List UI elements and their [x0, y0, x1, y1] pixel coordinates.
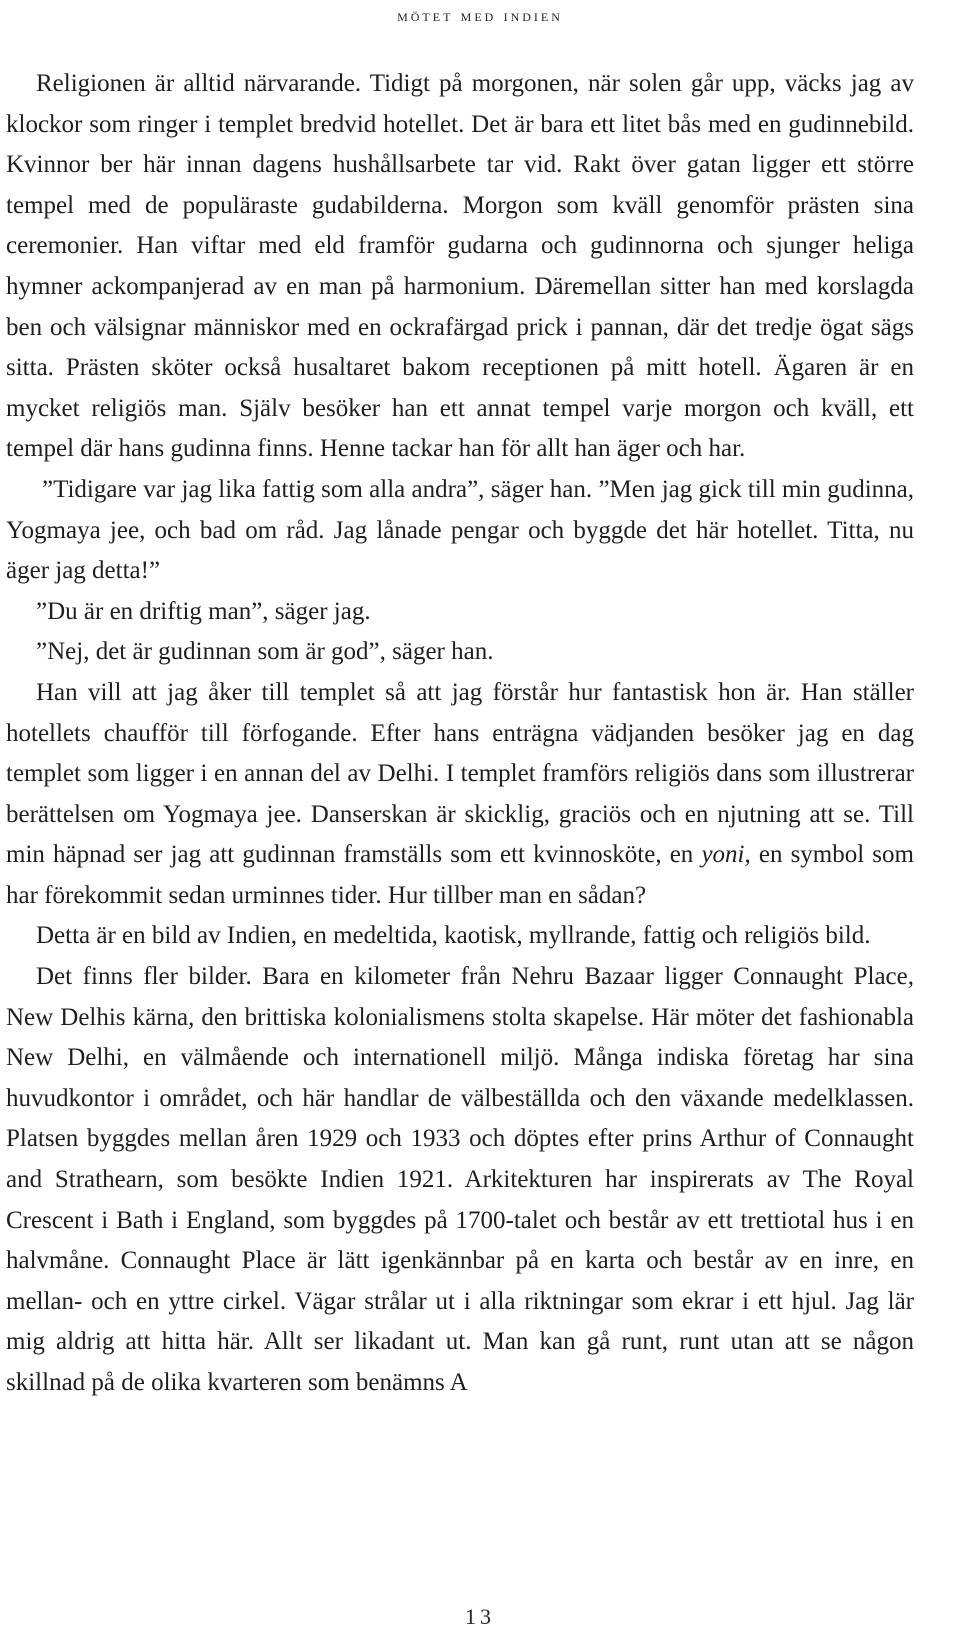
paragraph: ”Du är en driftig man”, säger jag. — [36, 597, 371, 625]
paragraph: ”Tidigare var jag lika fattig som alla andra”, säger han. ”Men jag gick till min gudinna, Yogmaya jee, och bad om råd. Jag lånade pengar och byggde det här hotellet. Titta, nu äger jag detta!” — [6, 475, 914, 585]
italic-term: yoni — [701, 841, 745, 869]
paragraph-text: , en symbol som har förekommit sedan urminnes tider. Hur tillber man en sådan? — [6, 841, 914, 909]
page-number: 13 — [465, 1604, 495, 1629]
paragraph: Detta är en bild av Indien, en medeltida, kaotisk, myllrande, fattig och religiös bild. — [36, 922, 871, 950]
running-head: mötet med indien — [397, 6, 563, 25]
paragraph-text: Han vill att jag åker till templet så att jag förstår hur fantastisk hon är. Han ställer hotellets chaufför till förfogande. Efter hans enträgna vädjanden besöker jag en dag templet som ligger i en annan del av Delhi. I templet framförs religiös dans som illustrerar berättelsen om Yogmaya jee. Danserskan är skicklig, graciös och en njutning att se. Till min häpnad ser jag att gudinnan framställs som ett kvinnosköte, en — [6, 678, 914, 869]
body-text — [6, 64, 914, 1404]
paragraph — [6, 673, 914, 917]
paragraph: ”Nej, det är gudinnan som är god”, säger han. — [36, 638, 494, 666]
paragraph: Religionen är alltid närvarande. Tidigt på morgonen, när solen går upp, väcks jag av klockor som ringer i templet bredvid hotellet. Det är bara ett litet bås med en gudinnebild. Kvinnor ber här innan dagens hushållsarbete tar vid. Rakt över gatan ligger ett större tempel med de populäraste gudabilderna. Morgon som kväll genomför prästen sina ceremonier. Han viftar med eld framför gudarna och gudinnorna och sjunger heliga hymner ackompanjerad av en man på harmonium. Däremellan sitter han med korslagda ben och välsignar människor med en ockrafärgad prick i pannan, där det tredje ögat sägs sitta. Prästen sköter också husaltaret bakom receptionen på mitt hotell. Ägaren är en mycket religiös man. Själv besöker han ett annat tempel varje morgon och kväll, ett tempel där hans gudinna finns. Henne tackar han för allt han äger och har. — [6, 70, 914, 463]
paragraph: Det finns fler bilder. Bara en kilometer från Nehru Bazaar ligger Connaught Place, New Delhis kärna, den brittiska kolonialismens stolta skapelse. Här möter det fashionabla New Delhi, en välmående och internationell miljö. Många indiska företag har sina huvudkontor i området, och här handlar de välbeställda och den växande medelklassen. Platsen byggdes mellan åren 1929 och 1933 och döptes efter prins Arthur of Connaught and Strathearn, som besökte Indien 1921. Arkitekturen har inspirerats av The Royal Crescent i Bath i England, som byggdes på 1700-talet och består av ett trettiotal hus i en halvmåne. Connaught Place är lätt igenkännbar på en karta och består av en inre, en mellan- och en yttre cirkel. Vägar strålar ut i alla riktningar som ekrar i ett hjul. Jag lär mig aldrig att hitta här. Allt ser likadant ut. Man kan gå runt, runt utan att se någon skillnad på de olika kvarteren som benämns A — [6, 963, 914, 1396]
